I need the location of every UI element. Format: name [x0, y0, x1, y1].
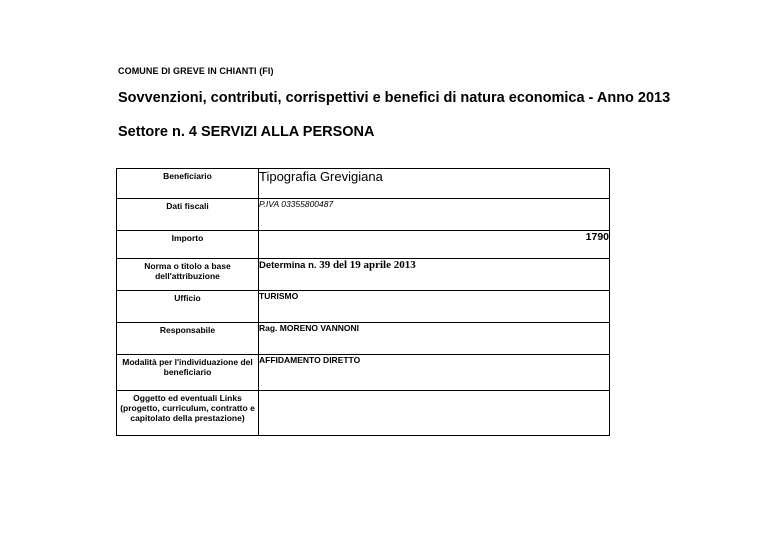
- modalita-value: AFFIDAMENTO DIRETTO: [259, 355, 610, 391]
- table-row: [117, 323, 610, 355]
- ufficio-label: Ufficio: [117, 291, 259, 323]
- responsabile-value: Rag. MORENO VANNONI: [259, 323, 610, 355]
- table-row: [117, 231, 610, 259]
- beneficiario-label: Beneficiario: [117, 169, 259, 199]
- norma-value-rest: 39 del 19 aprile 2013: [319, 259, 416, 271]
- table-row: [117, 169, 610, 199]
- importo-label: Importo: [117, 231, 259, 259]
- norma-label: Norma o titolo a base dell'attribuzione: [117, 259, 259, 291]
- table-row: [117, 199, 610, 231]
- norma-value: [259, 259, 610, 291]
- table-row: [117, 391, 610, 436]
- norma-value-prefix: Determina n.: [259, 260, 320, 271]
- beneficiario-value: Tipografia Grevigiana: [259, 169, 610, 199]
- dati-fiscali-label: Dati fiscali: [117, 199, 259, 231]
- table-row: [117, 291, 610, 323]
- oggetto-label: Oggetto ed eventuali Links (progetto, curriculum, contratto e capitolato della prestazione): [117, 391, 259, 436]
- document-title: Sovvenzioni, contributi, corrispettivi e benefici di natura economica - Anno 2013: [118, 90, 671, 106]
- ufficio-value: TURISMO: [259, 291, 610, 323]
- settore-heading: Settore n. 4 SERVIZI ALLA PERSONA: [118, 124, 375, 140]
- beneficio-table: [116, 168, 610, 436]
- oggetto-value: [259, 391, 610, 436]
- table-row: [117, 259, 610, 291]
- table-row: [117, 355, 610, 391]
- dati-fiscali-value: P.IVA 03355800487: [259, 199, 610, 231]
- comune-heading: COMUNE DI GREVE IN CHIANTI (FI): [118, 66, 274, 76]
- importo-value: 1790: [259, 231, 610, 259]
- modalita-label: Modalità per l'individuazione del beneficiario: [117, 355, 259, 391]
- responsabile-label: Responsabile: [117, 323, 259, 355]
